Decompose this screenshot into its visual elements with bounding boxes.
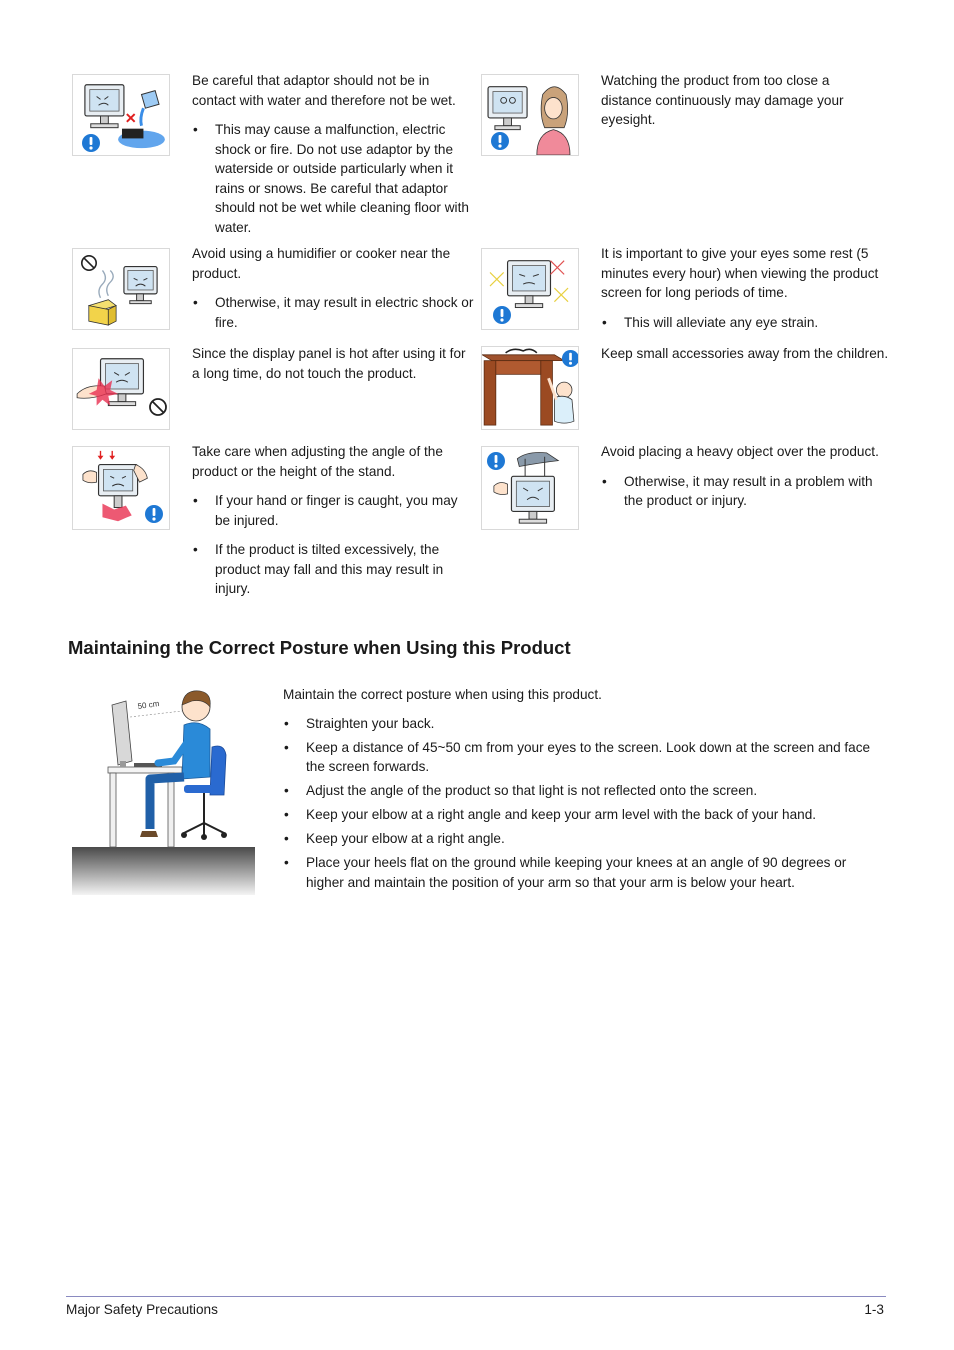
bullet-item: • This will alleviate any eye strain. (601, 313, 883, 333)
illustration-correct-posture (72, 685, 255, 895)
bullet-glyph: • (284, 715, 289, 731)
warning-icon (492, 305, 512, 325)
bullet-item: • Keep a distance of 45~50 cm from your eyes to the screen. Look down at the screen and face the screen forwards. (284, 739, 871, 774)
precaution-text (601, 344, 891, 364)
section-title: Maintaining the Correct Posture when Using this Product (68, 637, 571, 658)
precaution-statement: Keep small accessories away from the children. (601, 346, 889, 361)
illustration-stand-adjust (72, 446, 170, 530)
bullet-glyph: • (602, 473, 607, 489)
bullet-glyph: • (284, 807, 289, 822)
footer-page-number: 1-3 (864, 1302, 884, 1317)
precaution-text (192, 244, 474, 332)
bullet-item: • Place your heels flat on the ground while keeping your knees at an angle of 90 degrees or higher and maintain the position of your arm so that your arm is below your heart. (284, 855, 847, 890)
prohibited-icon (80, 254, 98, 272)
posture-bullets (283, 714, 883, 893)
precaution-bullets (192, 120, 474, 237)
warning-icon (144, 504, 164, 524)
bullet-glyph: • (193, 542, 198, 557)
bullet-glyph: • (193, 295, 198, 310)
illustration-hot-panel (72, 348, 170, 430)
bullet-glyph: • (284, 739, 289, 755)
precaution-bullets (192, 491, 474, 599)
warning-icon (81, 133, 101, 153)
precaution-statement: Avoid placing a heavy object over the product. (601, 444, 879, 459)
bullet-item: • Keep your elbow at a right angle and keep your arm level with the back of your hand. (283, 805, 883, 825)
footer-divider (66, 1296, 886, 1297)
bullet-item: • Straighten your back. (283, 714, 883, 734)
precaution-text (192, 344, 474, 383)
precaution-statement: It is important to give your eyes some rest (5 minutes every hour) when viewing the product screen for long periods of time. (601, 246, 879, 300)
warning-icon (561, 349, 579, 368)
precaution-text (192, 442, 474, 599)
precaution-statement: Since the display panel is hot after using it for a long time, do not touch the product. (192, 346, 466, 381)
precaution-text (601, 244, 883, 332)
precaution-statement: Be careful that adaptor should not be in contact with water and therefore not be wet. (192, 73, 456, 108)
precaution-bullets (192, 293, 474, 332)
bullet-item: • Keep your elbow at a right angle. (283, 829, 883, 849)
bullet-glyph: • (193, 493, 198, 508)
illustration-baby-table (481, 346, 579, 430)
prohibited-icon (148, 397, 168, 417)
warning-icon (490, 131, 510, 151)
bullet-glyph: • (284, 783, 289, 798)
bullet-glyph: • (602, 314, 607, 330)
bullet-glyph: • (193, 122, 198, 137)
illustration-woman-close (481, 74, 579, 156)
precaution-text (601, 71, 883, 130)
illustration-heavy-object (481, 446, 579, 530)
precaution-statement: Watching the product from too close a distance continuously may damage your eyesight. (601, 73, 844, 127)
distance-label: 50 cm (137, 699, 160, 711)
bullet-glyph: • (284, 855, 289, 870)
footer-section-name: Major Safety Precautions (66, 1302, 218, 1317)
precaution-statement: Take care when adjusting the angle of the product or the height of the stand. (192, 444, 443, 479)
posture-instructions (283, 685, 883, 892)
illustration-tired-eyes (481, 248, 579, 330)
warning-icon (486, 451, 506, 471)
bullet-item: • Otherwise, it may result in electric shock or fire. (193, 295, 474, 330)
bullet-glyph: • (284, 831, 289, 846)
bullet-item: • This may cause a malfunction, electric shock or fire. Do not use adaptor by the waterside or outside particularly when it rains or snows. Be careful that adaptor should not be wet while cleaning floor with water. (193, 122, 469, 235)
bullet-item: • If your hand or finger is caught, you may be injured. (193, 493, 458, 528)
precaution-bullets (601, 313, 883, 333)
precaution-statement: Avoid using a humidifier or cooker near the product. (192, 246, 451, 281)
bullet-item: • Adjust the angle of the product so that light is not reflected onto the screen. (283, 781, 883, 801)
precaution-bullets (601, 472, 883, 511)
precaution-text (601, 442, 883, 511)
illustration-humidifier (72, 248, 170, 330)
posture-intro: Maintain the correct posture when using this product. (283, 687, 602, 702)
bullet-item: • Otherwise, it may result in a problem with the product or injury. (602, 473, 873, 508)
illustration-adaptor-water (72, 74, 170, 156)
precaution-text (192, 71, 474, 237)
bullet-item: • If the product is tilted excessively, the product may fall and this may result in injury. (193, 542, 444, 596)
